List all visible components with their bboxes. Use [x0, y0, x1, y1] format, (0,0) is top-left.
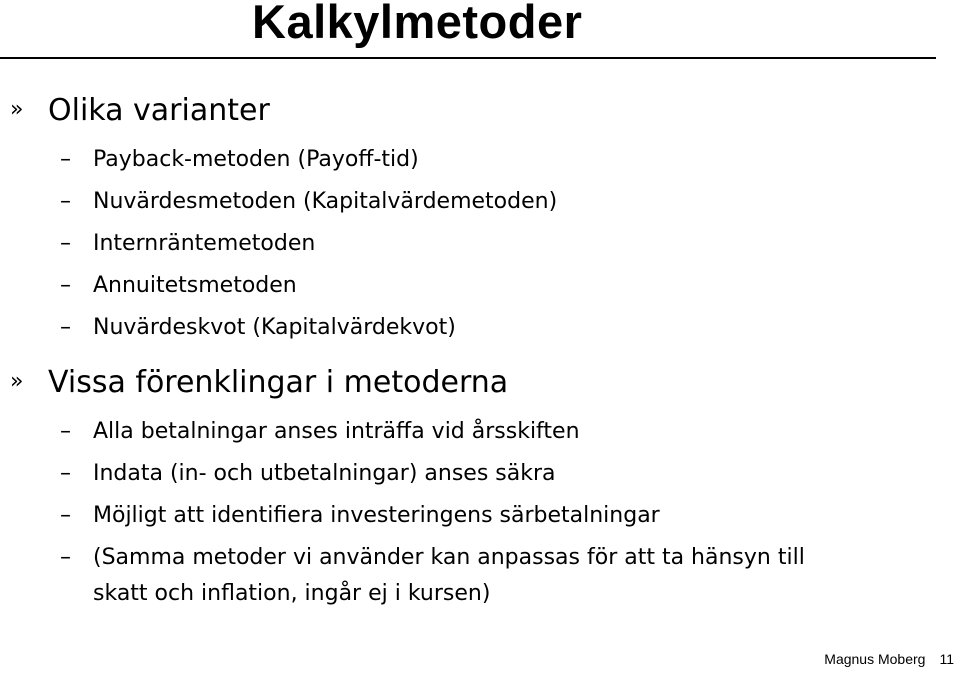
- dash-bullet: –: [60, 503, 71, 528]
- title-divider: [0, 57, 936, 59]
- list-item-text: Internräntemetoden: [93, 231, 316, 256]
- list-item-text: Annuitetsmetoden: [93, 273, 297, 298]
- dash-bullet: –: [60, 545, 71, 570]
- list-item-text: (Samma metoder vi använder kan anpassas för att ta hänsyn till: [93, 545, 805, 570]
- list-item-text: Nuvärdesmetoden (Kapitalvärdemetoden): [93, 189, 558, 214]
- list-item-text: Nuvärdeskvot (Kapitalvärdekvot): [93, 315, 456, 340]
- list-item-text: skatt och inflation, ingår ej i kursen): [93, 581, 491, 606]
- footer-author: Magnus Moberg: [824, 651, 926, 667]
- dash-bullet: –: [60, 419, 71, 444]
- page-number: 11: [939, 651, 954, 667]
- list-item-text: Indata (in- och utbetalningar) anses säkra: [93, 461, 556, 486]
- section-heading-text: Vissa förenklingar i metoderna: [48, 365, 509, 400]
- dash-bullet: –: [60, 189, 71, 214]
- section-bullet: »: [10, 369, 24, 394]
- dash-bullet: –: [60, 147, 71, 172]
- section-bullet: »: [10, 97, 24, 122]
- dash-bullet: –: [60, 315, 71, 340]
- slide-title: Kalkylmetoder: [252, 0, 583, 48]
- slide-footer: [824, 651, 954, 667]
- list-item-text: Payback-metoden (Payoff-tid): [93, 147, 419, 172]
- section-heading-text: Olika varianter: [48, 93, 270, 128]
- list-item-text: Alla betalningar anses inträffa vid årsskiften: [93, 419, 580, 444]
- dash-bullet: –: [60, 273, 71, 298]
- dash-bullet: –: [60, 461, 71, 486]
- dash-bullet: –: [60, 231, 71, 256]
- list-item-text: Möjligt att identifiera investeringens särbetalningar: [93, 503, 660, 528]
